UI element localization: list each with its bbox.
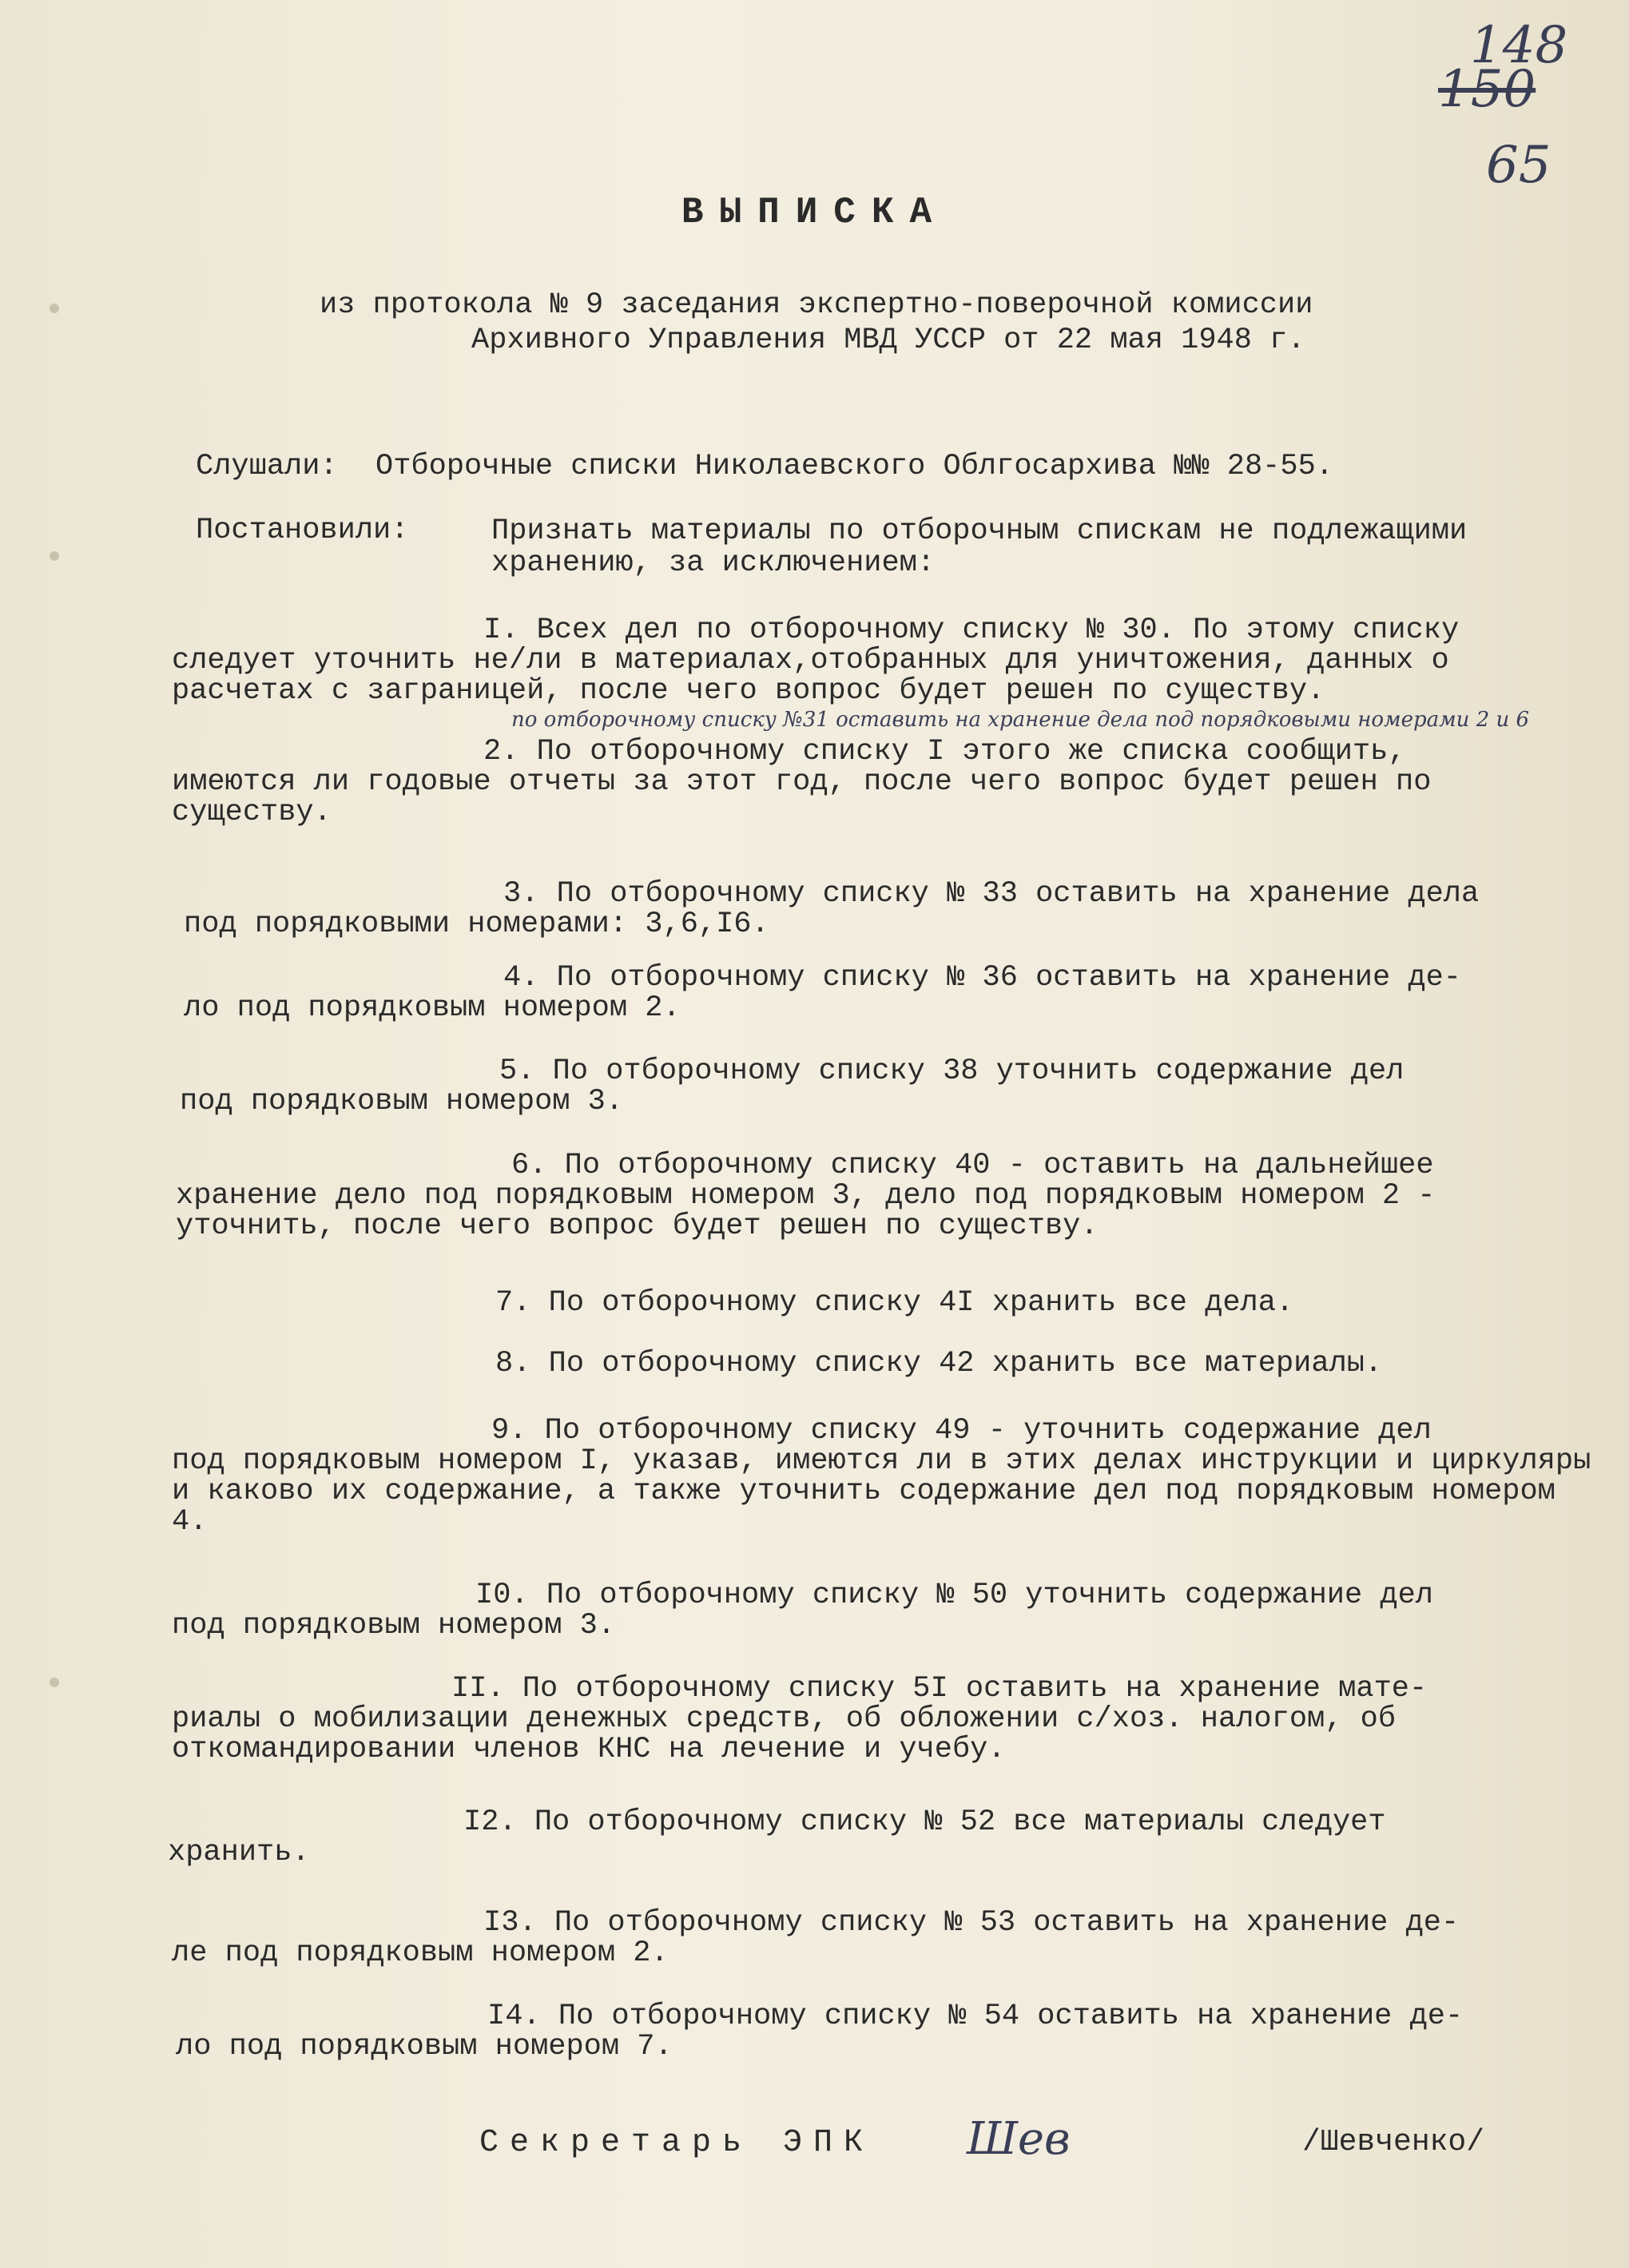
item-first-line: 8. По отборочному списку 42 хранить все материалы. [495,1347,1383,1380]
item-first-line: I3. По отборочному списку № 53 оставить на хранение де- [483,1906,1460,1940]
document-subtitle [320,288,1438,358]
item-13 [172,1908,1602,1968]
decided-label: Постановили: [196,514,409,547]
item-first-line: I2. По отборочному списку № 52 все материалы следует [463,1805,1386,1839]
archive-page-numbers [1414,16,1574,195]
item-text: под порядковым номером 3. [180,1085,624,1118]
item-first-line: I4. По отборочному списку № 54 оставить на хранение де- [487,2000,1464,2033]
item-text: под порядковым номером I, указав, имеются ли в этих делах инструкции и циркуляры и каково их содержание, а также уточнить содержание дел под порядковым номером 4. [172,1444,1591,1539]
item-6 [176,1150,1606,1241]
item-first-line: 5. По отборочному списку 38 уточнить содержание дел [499,1055,1405,1088]
item-first-line: I0. По отборочному списку № 50 уточнить содержание дел [475,1579,1433,1612]
heard-label: Слушали: [196,450,338,483]
item-text: имеются ли годовые отчеты за этот год, после чего вопрос будет решен по существу. [172,765,1432,829]
archive-mark: 65 [1486,136,1552,195]
item-7 [176,1288,1606,1318]
punch-hole [50,304,59,313]
decided-text: Признать материалы по отборочным спискам не подлежащими хранению, за исключением: [491,514,1468,580]
item-first-line: 6. По отборочному списку 40 - оставить на дальнейшее [511,1149,1434,1182]
handwritten-signature: Шев [967,2113,1071,2165]
punch-hole [50,1678,59,1687]
archive-mark-struck: 150 [1438,60,1536,119]
item-text: под порядковыми номерами: 3,6,I6. [184,908,769,941]
item-4 [184,963,1614,1023]
punch-hole [50,551,59,561]
item-first-line: 2. По отборочному списку I этого же списка сообщить, [483,735,1406,769]
item-2 [172,737,1602,828]
item-text: хранить. [168,1836,310,1869]
item-text: следует уточнить не/ли в материалах,отобранных для уничтожения, данных о расчетах с заграницей, после чего вопрос будет решен по существу. [172,644,1449,708]
item-first-line: 4. По отборочному списку № 36 оставить на хранение де- [503,961,1461,995]
item-first-line: 7. По отборочному списку 4I хранить все дела. [495,1286,1294,1320]
document-title: ВЫПИСКА [681,192,948,233]
item-12 [168,1807,1598,1868]
item-8 [176,1348,1606,1379]
heard-text: Отборочные списки Николаевского Облгосархива №№ 28-55. [375,450,1333,483]
item-1 [172,615,1602,706]
item-first-line: I. Всех дел по отборочному списку № 30. По этому списку [483,614,1460,647]
item-14 [176,2001,1606,2062]
item-first-line: II. По отборочному списку 5I оставить на хранение мате- [451,1672,1428,1706]
item-3 [184,879,1614,939]
item-text: ло под порядковым номером 2. [184,991,681,1025]
item-text: ле под порядковым номером 2. [172,1936,669,1970]
item-text: под порядковым номером 3. [172,1609,616,1642]
signatory-name: /Шевченко/ [1302,2125,1485,2159]
item-10 [172,1580,1602,1641]
item-text: хранение дело под порядковым номером 3, дело под порядковым номером 2 - уточнить, после чего вопрос будет решен по существу. [176,1179,1436,1243]
item-text: ло под порядковым номером 7. [176,2030,673,2063]
item-11 [172,1674,1602,1765]
item-5 [180,1056,1610,1117]
signature-title: Секретарь ЭПК [479,2125,875,2161]
subtitle-line-1: из протокола № 9 заседания экспертно-поверочной комиссии [320,288,1313,322]
item-9 [172,1416,1602,1537]
item-text: риалы о мобилизации денежных средств, об обложении с/хоз. налогом, об откомандировании членов КНС на лечение и учебу. [172,1702,1397,1766]
subtitle-line-2: Архивного Управления МВД УССР от 22 мая 1948 г. [471,324,1305,357]
archive-mark: 148 [1470,16,1568,75]
item-first-line: 9. По отборочному списку 49 - уточнить содержание дел [491,1414,1432,1448]
handwritten-note: по отборочному списку №31 оставить на хранение дела под порядковыми номерами 2 и 6 [511,708,1530,732]
item-first-line: 3. По отборочному списку № 33 оставить на хранение дела [503,877,1480,911]
